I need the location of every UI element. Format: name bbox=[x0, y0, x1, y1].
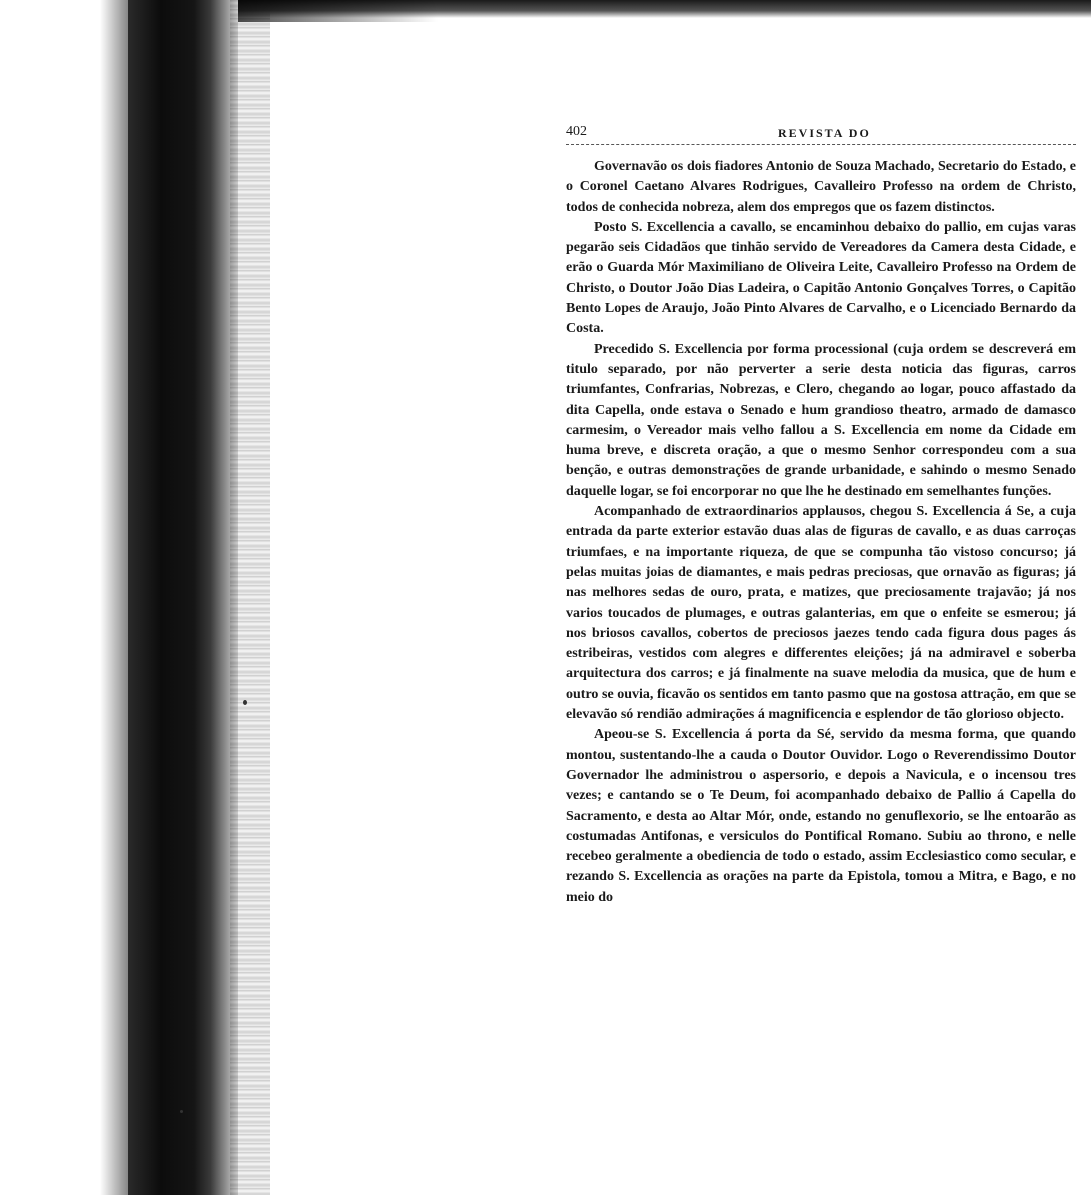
paragraph: Acompanhado de extraordinarios applausos, chegou S. Excellencia á Se, a cuja entrada da parte exterior estavão duas alas de figuras de cavallo, e as duas carroças triumfaes, e na importante riqueza, de que se compunha tão vistoso concurso; já pelas muitas joias de diamantes, e mais pedras preciosas, que ornavão as figuras; já nas melhores sedas de ouro, prata, e matizes, que preciosamente trajavão; já nos varios toucados de plumages, e outras galanterias, em que o enfeite se esmerou; já nos briosos cavallos, cobertos de preciosos jaezes tendo cada figura dous pages ás estribeiras, vestidos com alegres e differentes eleições; já na admiravel e soberba arquitectura dos carros; e já finalmente na suave melodia da musica, que de hum e outro se ouvia, ficavão os sentidos em tanto pasmo que na gostosa attração, em que se elevavão só rendião admirações á magnificencia e esplendor de tão glorioso objecto. bbox=[566, 504, 1076, 723]
paragraph: Apeou-se S. Excellencia á porta da Sé, servido da mesma forma, que quando montou, sustentando-lhe a cauda o Doutor Ouvidor. Logo o Reverendissimo Doutor Governador lhe administrou o aspersorio, e depois a Navicula, e o incensou tres vezes; e cantando se o Te Deum, foi acompanhado debaixo de Pallio á Capella do Sacramento, e desta ao Altar Mór, onde, estando no genuflexorio, se lhe entoarão as costumadas Antifonas, e versiculos do Pontifical Romano. Subiu ao throno, e nelle recebeo geralmente a obediencia de todo o estado, assim Ecclesiastico como secular, e rezando S. Excellencia as orações na parte da Epistola, tomou a Mitra, e Bago, e no meio do bbox=[566, 727, 1076, 905]
body-text bbox=[566, 157, 1076, 908]
binding-shadow bbox=[100, 0, 130, 1195]
document-page bbox=[566, 122, 1076, 908]
paragraph: Governavão os dois fiadores Antonio de Souza Machado, Secretario do Estado, e o Coronel Caetano Alvares Rodrigues, Cavalleiro Professo na ordem de Christo, todos de conhecida nobreza, alem dos empregos que os fazem distinctos. bbox=[566, 159, 1076, 215]
scan-speck bbox=[243, 700, 247, 705]
page-header bbox=[566, 122, 1076, 145]
page-number: 402 bbox=[566, 124, 587, 139]
scan-speck bbox=[180, 1110, 183, 1113]
gutter-texture bbox=[230, 0, 270, 1195]
paragraph: Posto S. Excellencia a cavallo, se encaminhou debaixo do pallio, em cujas varas pegarão seis Cidadãos que tinhão servido de Vereadores da Camera desta Cidade, e erão o Guarda Mór Maximiliano de Oliveira Leite, Cavalleiro Professo na Ordem de Christo, o Doutor João Dias Ladeira, o Capitão Antonio Gonçalves Torres, o Capitão Bento Lopes de Araujo, João Pinto Alvares de Carvalho, e o Licenciado Bernardo da Costa. bbox=[566, 219, 1076, 337]
book-binding-gutter bbox=[128, 0, 238, 1195]
running-head: REVISTA DO bbox=[778, 126, 871, 140]
page-top-curl-shadow bbox=[238, 0, 438, 22]
paragraph: Precedido S. Excellencia por forma processional (cuja ordem se descreverá em titulo separado, por não perverter a serie desta noticia das figuras, carros triumfantes, Confrarias, Nobrezas, e Clero, chegando ao logar, pouco affastado da dita Capella, onde estava o Senado e hum grandioso theatro, armado de damasco carmesim, o Vereador mais velho fallou a S. Excellencia em nome da Cidade em huma breve, e discreta oração, a que o mesmo Senhor correspondeu com a sua benção, e outras demonstrações de grande urbanidade, e sahindo o mesmo Senado daquelle logar, se foi encorporar no que lhe he destinado em semelhantes funções. bbox=[566, 341, 1076, 499]
